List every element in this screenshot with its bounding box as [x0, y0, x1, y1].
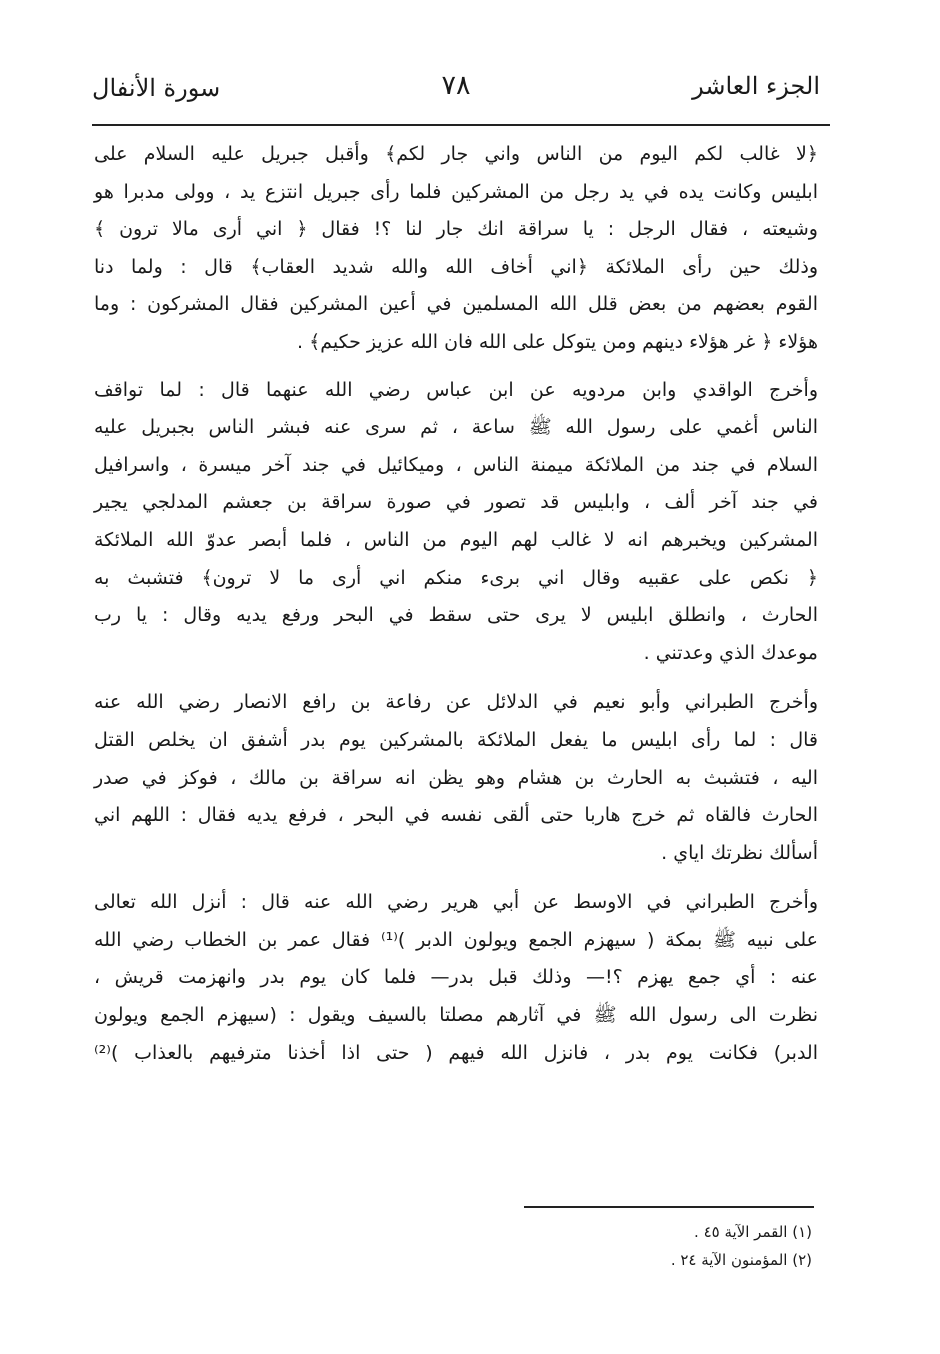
text-line: القوم بعضهم من بعض قلل الله المسلمين في أعين المشركين فقال المشركون : وما [94, 293, 818, 316]
text-line: هؤلاء ﴿ غر هؤلاء دينهم ومن يتوكل على الله فان الله عزيز حكيم﴾ . [296, 330, 818, 353]
text-line: اليه ، فتشبث به الحارث بن هشام وهو يظن انه سراقة بن مالك ، فوكز في صدر [94, 766, 818, 789]
body-text [94, 136, 818, 1084]
text-line: ﴿ نكص على عقبيه وقال اني برىء منكم اني أرى ما لا ترون﴾ فتشبث به [94, 566, 818, 589]
text-line: وذلك حين رأى الملائكة ﴿اني أخاف الله والله شديد العقاب﴾ قال : ولما دنا [94, 255, 818, 278]
text-line: الحارث ، وانطلق ابليس لا يرى حتى سقط في البحر ورفع يديه وقال : يا رب [94, 604, 818, 627]
part-title: الجزء العاشر [692, 72, 820, 100]
text-line: أسألك نظرتك اياي . [661, 841, 818, 864]
paragraph-1 [94, 136, 818, 362]
text-line: ابليس وكانت يده في يد رجل من المشركين فلما رأى جبريل انتزع يد ، وولى مدبرا هو [94, 180, 818, 203]
text-line: قال : لما رأى ابليس ما يفعل الملائكة بالمشركين يوم بدر أشفق ان يخلص القتل [94, 728, 818, 751]
text-line: المشركين ويخبرهم انه لا غالب لهم اليوم من الناس ، فلما أبصر عدوّ الله الملائكة [94, 528, 818, 551]
text-line: السلام في جند من الملائكة ميمنة الناس ، وميكائيل في جند آخر ميسرة ، واسرافيل [94, 453, 818, 476]
text-line: ﴿لا غالب لكم اليوم من الناس واني جار لكم﴾ وأقبل جبريل عليه السلام على [94, 143, 818, 165]
paragraph-2 [94, 372, 818, 673]
text-line: وأخرج الواقدي وابن مردويه عن ابن عباس رضي الله عنهما قال : لما تواقف [94, 378, 818, 401]
page-number: ٧٨ [441, 70, 471, 101]
text-line: وأخرج الطبراني في الاوسط عن أبي هرير رضي الله عنه قال : أنزل الله تعالى [94, 891, 818, 914]
footnote-rule [524, 1206, 814, 1208]
header-rule [92, 124, 830, 126]
paragraph-3 [94, 684, 818, 872]
footnote-2: (٢) المؤمنون الآية ٢٤ . [670, 1251, 812, 1269]
footnotes [512, 1218, 812, 1274]
text-line: عنه : أي جمع يهزم ؟!— وذلك قبل بدر— فلما كان يوم بدر وانهزمت قريش ، [94, 966, 818, 989]
paragraph-4 [94, 884, 818, 1072]
text-line: الدبر) فكانت يوم بدر ، فانزل الله فيهم ( حتى اذا أخذنا مترفيهم بالعذاب )⁽²⁾ [94, 1041, 818, 1064]
text-line: الحارث فالقاه ثم خرج هاربا حتى ألقى نفسه في البحر ، فرفع يديه فقال : اللهم اني [94, 804, 818, 827]
text-line: الناس أغمي على رسول الله ﷺ ساعة ، ثم سرى عنه فبشر الناس بجبريل عليه [94, 416, 818, 439]
page-header [92, 58, 820, 118]
text-line: وشيعته ، فقال الرجل : يا سراقة انك جار لنا ؟! فقال ﴿ اني أرى مالا ترون ﴾ [94, 218, 818, 241]
surah-title: سورة الأنفال [92, 74, 221, 102]
text-line: وأخرج الطبراني وأبو نعيم في الدلائل عن رفاعة بن رافع الانصار رضي الله عنه [94, 691, 818, 714]
text-line: في جند آخر ألف ، وابليس قد تصور في صورة سراقة بن جعشم المدلجي يجير [94, 491, 818, 514]
text-line: على نبيه ﷺ بمكة ( سيهزم الجمع ويولون الدبر )⁽¹⁾ فقال عمر بن الخطاب رضي الله [94, 928, 818, 951]
text-line: نظرت الى رسول الله ﷺ في آثارهم مصلتا بالسيف ويقول : (سيهزم الجمع ويولون [94, 1004, 818, 1027]
text-line: موعدك الذي وعدتني . [643, 641, 818, 664]
footnote-1: (١) القمر الآية ٤٥ . [694, 1223, 812, 1241]
